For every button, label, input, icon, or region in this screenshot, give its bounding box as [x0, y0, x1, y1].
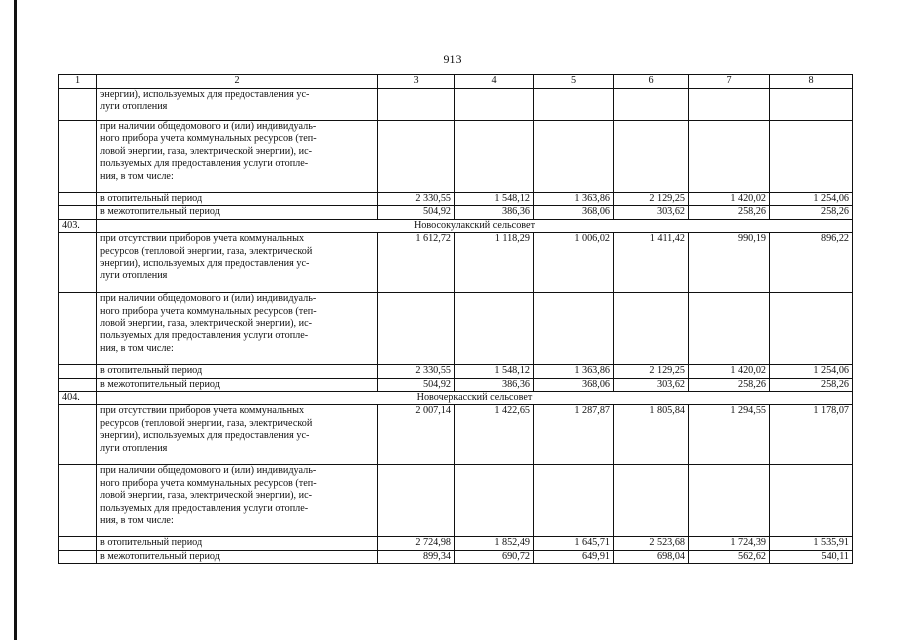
- table-cell: 1 363,86: [534, 193, 614, 206]
- table-cell: 990,19: [689, 233, 770, 293]
- section-header-row: [59, 219, 853, 232]
- text-line: ловой энергии, газа, электрической энергии), ис-: [100, 145, 313, 157]
- text-line: луги отопления: [100, 442, 168, 454]
- table-cell: 1 724,39: [689, 537, 770, 550]
- table-cell: 1 612,72: [378, 233, 455, 293]
- row-description: [97, 121, 378, 193]
- table-cell: 649,91: [534, 550, 614, 563]
- column-header: 7: [689, 75, 770, 89]
- table-cell: 2 523,68: [614, 537, 689, 550]
- table-cell: 1 548,12: [455, 193, 534, 206]
- text-line: энергии), используемых для предоставления ус-: [100, 89, 310, 100]
- table-cell: 899,34: [378, 550, 455, 563]
- column-header: 5: [534, 75, 614, 89]
- table-cell: 1 178,07: [770, 405, 853, 465]
- table-cell: 540,11: [770, 550, 853, 563]
- tariff-table: [58, 74, 853, 564]
- text-line: луги отопления: [100, 270, 168, 282]
- text-line: пользуемых для предоставления услуги отопле-: [100, 330, 309, 342]
- table-row: [59, 465, 853, 537]
- table-row: [59, 405, 853, 465]
- text-line: пользуемых для предоставления услуги отопле-: [100, 502, 309, 514]
- table-row: [59, 233, 853, 293]
- table-cell: 258,26: [689, 378, 770, 391]
- column-header: 8: [770, 75, 853, 89]
- table-cell: 258,26: [770, 206, 853, 219]
- table-cell: 1 420,02: [689, 193, 770, 206]
- table-cell: 2 129,25: [614, 365, 689, 378]
- table-cell: 386,36: [455, 378, 534, 391]
- text-line: луги отопления: [100, 101, 168, 113]
- row-description: [97, 293, 378, 365]
- table-cell: 1 118,29: [455, 233, 534, 293]
- column-header: 2: [97, 75, 378, 89]
- table-row: [59, 293, 853, 365]
- text-line: при наличии общедомового и (или) индивидуаль-: [100, 293, 317, 305]
- row-description: [97, 89, 378, 121]
- row-label: в отопительный период: [97, 193, 378, 206]
- text-line: ного прибора учета коммунальных ресурсов (теп-: [100, 477, 317, 489]
- table-cell: 1 548,12: [455, 365, 534, 378]
- column-header: 3: [378, 75, 455, 89]
- text-line: ния, в том числе:: [100, 170, 174, 182]
- table-cell: 2 129,25: [614, 193, 689, 206]
- table-cell: 504,92: [378, 378, 455, 391]
- text-line: ния, в том числе:: [100, 515, 174, 527]
- table-cell: 562,62: [689, 550, 770, 563]
- table-cell: 1 420,02: [689, 365, 770, 378]
- text-line: ловой энергии, газа, электрической энергии), ис-: [100, 490, 313, 502]
- table-row: [59, 537, 853, 550]
- text-line: при отсутствии приборов учета коммунальных: [100, 233, 305, 245]
- table-cell: 1 006,02: [534, 233, 614, 293]
- text-line: ния, в том числе:: [100, 342, 174, 354]
- row-description: [97, 233, 378, 293]
- table-cell: 368,06: [534, 378, 614, 391]
- text-line: энергии), используемых для предоставления ус-: [100, 430, 310, 442]
- section-number: 403.: [59, 219, 97, 232]
- text-line: при наличии общедомового и (или) индивидуаль-: [100, 121, 317, 132]
- row-description: [97, 405, 378, 465]
- table-cell: 1 363,86: [534, 365, 614, 378]
- table-cell: 1 294,55: [689, 405, 770, 465]
- page-edge-rule: [14, 0, 17, 640]
- table-cell: 698,04: [614, 550, 689, 563]
- table-row: [59, 206, 853, 219]
- table-cell: 1 805,84: [614, 405, 689, 465]
- section-title: Новосокулакский сельсовет: [97, 219, 853, 232]
- table-cell: 1 422,65: [455, 405, 534, 465]
- table-row: [59, 121, 853, 193]
- text-line: ресурсов (тепловой энергии, газа, электрической: [100, 245, 313, 257]
- text-line: при наличии общедомового и (или) индивидуаль-: [100, 465, 317, 477]
- text-line: при отсутствии приборов учета коммунальных: [100, 405, 305, 417]
- table-cell: 303,62: [614, 378, 689, 391]
- table-cell: 1 645,71: [534, 537, 614, 550]
- row-label: в отопительный период: [97, 537, 378, 550]
- column-header: 4: [455, 75, 534, 89]
- table-row: [59, 89, 853, 121]
- table-cell: 1 411,42: [614, 233, 689, 293]
- table-cell: 258,26: [770, 378, 853, 391]
- text-line: пользуемых для предоставления услуги отопле-: [100, 158, 309, 170]
- table-cell: 2 724,98: [378, 537, 455, 550]
- table-cell: 303,62: [614, 206, 689, 219]
- section-header-row: [59, 392, 853, 405]
- table-cell: 368,06: [534, 206, 614, 219]
- table-cell: 690,72: [455, 550, 534, 563]
- table-cell: 1 254,06: [770, 365, 853, 378]
- row-label: в межотопительный период: [97, 378, 378, 391]
- column-header: 1: [59, 75, 97, 89]
- table-cell: 1 254,06: [770, 193, 853, 206]
- table-cell: 2 007,14: [378, 405, 455, 465]
- text-line: ловой энергии, газа, электрической энергии), ис-: [100, 318, 313, 330]
- table-row: [59, 550, 853, 563]
- row-label: в межотопительный период: [97, 206, 378, 219]
- text-line: ного прибора учета коммунальных ресурсов (теп-: [100, 305, 317, 317]
- text-line: ресурсов (тепловой энергии, газа, электрической: [100, 417, 313, 429]
- row-description: [97, 465, 378, 537]
- text-line: ного прибора учета коммунальных ресурсов (теп-: [100, 133, 317, 145]
- table-cell: 1 287,87: [534, 405, 614, 465]
- table-cell: 2 330,55: [378, 365, 455, 378]
- page-number: 913: [443, 52, 462, 66]
- table-cell: 896,22: [770, 233, 853, 293]
- table-row: [59, 193, 853, 206]
- table-cell: 258,26: [689, 206, 770, 219]
- column-header: 6: [614, 75, 689, 89]
- row-label: в отопительный период: [97, 365, 378, 378]
- row-label: в межотопительный период: [97, 550, 378, 563]
- table-cell: 1 852,49: [455, 537, 534, 550]
- text-line: энергии), используемых для предоставления ус-: [100, 258, 310, 270]
- table-cell: 504,92: [378, 206, 455, 219]
- table-row: [59, 365, 853, 378]
- table-cell: 386,36: [455, 206, 534, 219]
- column-number-row: [59, 75, 853, 89]
- section-title: Новочеркасский сельсовет: [97, 392, 853, 405]
- table-cell: 1 535,91: [770, 537, 853, 550]
- table-row: [59, 378, 853, 391]
- section-number: 404.: [59, 392, 97, 405]
- table-cell: 2 330,55: [378, 193, 455, 206]
